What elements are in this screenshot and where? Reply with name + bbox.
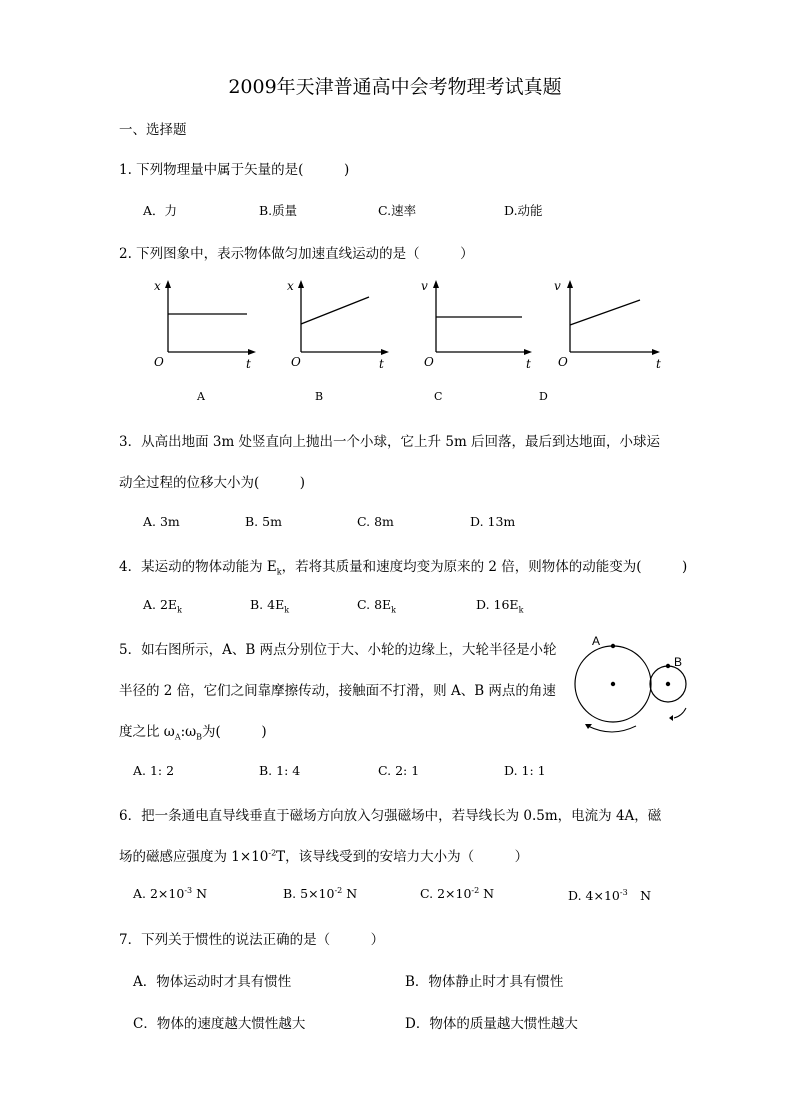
q3-stem-line1: 3．从高出地面 3m 处竖直向上抛出一个小球，它上升 5m 后回落，最后到达地面，小球运 [119,434,661,450]
point-b-label: B [674,655,683,669]
q3-stem-line2: 动全过程的位移大小为( ) [119,475,306,491]
page-title: 2009年天津普通高中会考物理考试真题 [228,76,562,98]
q2-graph-b [283,280,393,370]
small-wheel-arrow [674,708,686,718]
q2-graph-d-label[interactable]: D [539,390,548,403]
q3-option-d[interactable]: D. 13m [470,514,516,529]
q3-option-b[interactable]: B. 5m [245,514,282,529]
q5-option-b[interactable]: B. 1: 4 [259,763,301,778]
q4-option-d[interactable]: D. $16E_k$ [476,597,524,615]
q6-option-b[interactable]: B. $5\times 10^{-2}$ N [283,886,358,902]
q6-stem-line1: 6．把一条通电直导线垂直于磁场方向放入匀强磁场中，若导线长为 0.5m，电流为 4A，磁 [119,808,662,824]
q4-option-b[interactable]: B. $4E_k$ [250,597,290,615]
q6-stem-line2: 场的磁感应强度为 $1\times 10^{-2}T$，该导线受到的安培力大小为（ ） [119,848,529,865]
q1-option-b[interactable]: B.质量 [259,203,298,218]
q2-graph-a [150,280,260,370]
q2-graph-c-label[interactable]: C [434,390,443,403]
q2-graph-b-label[interactable]: B [315,390,324,403]
q2-graph-d-origin: O [558,355,568,369]
q7-option-c[interactable]: C．物体的速度越大惯性越大 [133,1016,306,1032]
q2-graph-b-y-label: x [287,279,294,293]
q4-stem: 4．某运动的物体动能为 $E_k$，若将其质量和速度均变为原来的 2 倍，则物体的动能变为( ) [119,559,688,577]
q3-option-c[interactable]: C. 8m [357,514,394,529]
q2-graph-d-y-label: v [554,279,561,293]
q5-option-a[interactable]: A. 1: 2 [133,763,175,778]
q2-graph-a-x-label: t [246,357,251,371]
q2-graph-b-x-label: t [379,357,384,371]
q6-option-c[interactable]: C. $2\times 10^{-2}$ N [420,886,495,902]
q5-option-d[interactable]: D. 1: 1 [504,763,546,778]
point-a [611,644,615,648]
q7-option-d[interactable]: D．物体的质量越大惯性越大 [405,1016,578,1032]
q2-stem: 2. 下列图象中，表示物体做匀加速直线运动的是（ ） [119,246,474,262]
q1-option-c[interactable]: C.速率 [378,203,417,218]
q4-option-a[interactable]: A. $2E_k$ [143,597,182,615]
q2-graph-d-x-label: t [656,357,661,371]
q5-option-c[interactable]: C. 2: 1 [378,763,420,778]
q7-stem: 7．下列关于惯性的说法正确的是（ ） [119,932,385,948]
q1-option-a[interactable]: A．力 [143,203,178,218]
q2-graph-c-origin: O [424,355,434,369]
big-wheel-arrow [588,726,636,732]
q1-option-d[interactable]: D.动能 [504,203,543,218]
q7-option-b[interactable]: B．物体静止时才具有惯性 [405,974,564,990]
q2-graph-c-x-label: t [526,357,531,371]
q2-graph-d [552,280,672,370]
q6-option-d[interactable]: D. $4\times 10^{-3}$ N [568,887,652,903]
q2-graph-c-y-label: v [421,279,428,293]
q5-wheels-figure [570,628,700,768]
q6-option-a[interactable]: A. $2\times 10^{-3}$ N [133,886,208,902]
q5-stem-line2: 半径的 2 倍，它们之间靠摩擦传动，接触面不打滑，则 A、B 两点的角速 [119,683,556,699]
q2-graph-a-label[interactable]: A [197,390,205,403]
q5-stem-line3: 度之比 $\omega_A:\omega_B$为( ) [119,724,267,742]
point-b [666,664,670,668]
point-a-label: A [592,634,601,648]
q4-option-c[interactable]: C. $8E_k$ [357,597,397,615]
q5-stem-line1: 5．如右图所示，A、B 两点分别位于大、小轮的边缘上，大轮半径是小轮 [119,642,557,658]
q3-option-a[interactable]: A. 3m [143,514,180,529]
section-heading: 一、选择题 [119,122,187,138]
q2-graph-a-origin: O [154,355,164,369]
q7-option-a[interactable]: A．物体运动时才具有惯性 [133,974,292,990]
q2-graph-a-y-label: x [154,279,161,293]
q2-graph-b-origin: O [291,355,301,369]
q1-stem: 1. 下列物理量中属于矢量的是( ) [119,162,350,178]
q2-graph-c [418,280,538,370]
